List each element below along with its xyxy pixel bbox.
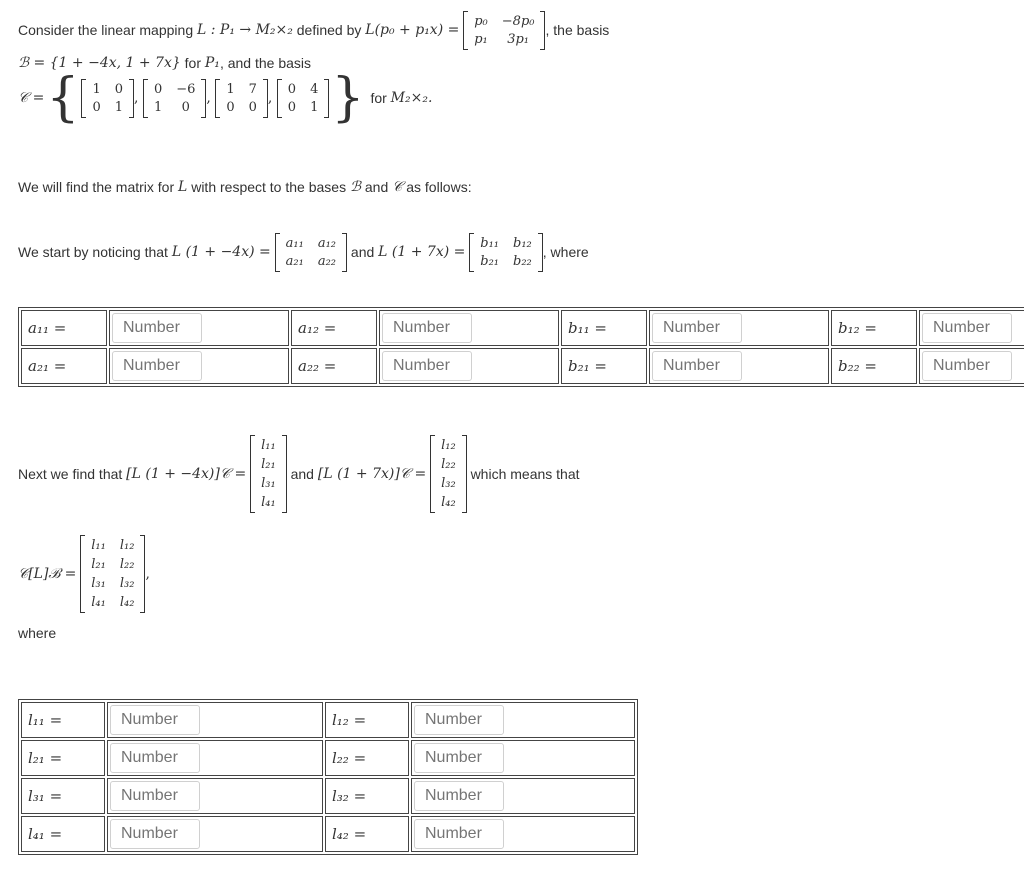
next-lhs2: [L (1 + 7x)]𝒞 =	[317, 466, 427, 482]
defined-by-text: defined by	[296, 22, 362, 38]
matrix-cell: 0	[287, 81, 297, 97]
label-l42: l₄₂ =	[325, 816, 409, 852]
matrix-cell: a₂₁	[285, 253, 304, 269]
cell-l21	[107, 740, 323, 776]
and-text: and	[364, 179, 389, 195]
b-symbol: ℬ	[349, 179, 361, 195]
label-a11: a₁₁ =	[21, 310, 107, 346]
input-a22[interactable]	[382, 351, 472, 381]
next-sentence	[18, 424, 580, 524]
result-matrix	[80, 535, 145, 613]
matrix-cell: 0	[248, 99, 257, 115]
definition-matrix	[463, 11, 545, 50]
label-l22: l₂₂ =	[325, 740, 409, 776]
cell-b11	[649, 310, 829, 346]
label-l11: l₁₁ =	[21, 702, 105, 738]
cell-l11	[107, 702, 323, 738]
basis-c-matrix	[215, 79, 268, 118]
label-b21: b₂₁ =	[561, 348, 647, 384]
mapping-definition	[18, 8, 609, 52]
matrix-cell: 0	[92, 99, 101, 115]
find-suffix: as follows:	[406, 179, 472, 195]
and-text: and	[350, 244, 375, 260]
cell-l31	[107, 778, 323, 814]
matrix-cell: 1	[226, 81, 235, 97]
l-answer-table	[18, 699, 638, 855]
matrix-cell: 4	[310, 81, 319, 97]
which-means-text: which means that	[470, 466, 580, 482]
matrix-cell: b₁₂	[513, 235, 532, 251]
input-l21[interactable]	[110, 743, 200, 773]
find-prefix: We will find the matrix for	[18, 179, 175, 195]
matrix-cell: 0	[181, 99, 190, 115]
basis-c-matrix	[143, 79, 206, 118]
basis-b: ℬ = {1 + −4x, 1 + 7x}	[18, 55, 181, 71]
result-matrix-line	[18, 524, 150, 624]
matrix-cell: 1	[114, 99, 124, 115]
matrix-a	[275, 233, 347, 272]
cell-a12	[379, 310, 559, 346]
label-b22: b₂₂ =	[831, 348, 917, 384]
m22-space: M₂×₂.	[390, 90, 433, 106]
definition-lhs: L(p₀ + p₁x) =	[365, 22, 460, 38]
label-l31: l₃₁ =	[21, 778, 105, 814]
vector-cell: l₄₂	[441, 495, 456, 510]
input-l22[interactable]	[414, 743, 504, 773]
matrix-cell: −6	[176, 81, 196, 97]
c-symbol: 𝒞	[392, 179, 403, 195]
label-a21: a₂₁ =	[21, 348, 107, 384]
input-a21[interactable]	[112, 351, 202, 381]
label-a22: a₂₂ =	[291, 348, 377, 384]
def-matrix-cell: p₀	[474, 13, 488, 29]
cell-l41	[107, 816, 323, 852]
matrix-b	[469, 233, 543, 272]
input-l11[interactable]	[110, 705, 200, 735]
for-text: for	[370, 90, 387, 106]
cell-b21	[649, 348, 829, 384]
vector-cell: l₁₂	[441, 438, 456, 453]
where-text: , where	[542, 244, 589, 260]
label-l12: l₁₂ =	[325, 702, 409, 738]
input-l12[interactable]	[414, 705, 504, 735]
label-b11: b₁₁ =	[561, 310, 647, 346]
the-basis-text: , the basis	[545, 22, 610, 38]
matrix-cell: a₁₁	[285, 235, 304, 251]
matrix-cell: 0	[114, 81, 124, 97]
matrix-cell: l₄₁	[91, 595, 106, 610]
start-lhs1: L (1 + −4x) =	[171, 244, 271, 260]
matrix-cell: l₁₁	[91, 538, 106, 553]
and-text: and	[290, 466, 314, 482]
def-matrix-cell: p₁	[474, 31, 488, 47]
matrix-cell: 1	[153, 99, 163, 115]
basis-c-matrix	[277, 79, 330, 118]
matrix-cell: b₁₁	[480, 235, 500, 251]
input-l42[interactable]	[414, 819, 504, 849]
input-l31[interactable]	[110, 781, 200, 811]
label-b12: b₁₂ =	[831, 310, 917, 346]
matrix-cell: a₁₂	[317, 235, 337, 251]
input-b12[interactable]	[922, 313, 1012, 343]
matrix-cell: 7	[248, 81, 257, 97]
vector-cell: l₃₁	[261, 476, 276, 491]
basis-c-label: 𝒞 =	[18, 90, 45, 106]
matrix-cell: 0	[226, 99, 235, 115]
matrix-cell: b₂₂	[513, 253, 532, 269]
cell-a22	[379, 348, 559, 384]
matrix-cell: 1	[310, 99, 319, 115]
matrix-cell: l₃₁	[91, 576, 106, 591]
input-l41[interactable]	[110, 819, 200, 849]
matrix-cell: l₁₂	[119, 538, 135, 553]
intro-prefix: Consider the linear mapping	[18, 22, 194, 38]
comma: ,	[145, 566, 150, 582]
label-a12: a₁₂ =	[291, 310, 377, 346]
matrix-cell: l₃₂	[119, 576, 135, 591]
input-b11[interactable]	[652, 313, 742, 343]
start-sentence	[18, 229, 589, 275]
matrix-cell: l₄₂	[119, 595, 135, 610]
input-b21[interactable]	[652, 351, 742, 381]
vector-cell: l₄₁	[261, 495, 276, 510]
def-matrix-cell: 3p₁	[507, 31, 530, 47]
vector-cell: l₁₁	[261, 438, 276, 453]
cell-a21	[109, 348, 289, 384]
input-b22[interactable]	[922, 351, 1012, 381]
where-label: where	[18, 625, 57, 641]
cell-a11	[109, 310, 289, 346]
coord-vector-1	[250, 435, 287, 513]
cell-b12	[919, 310, 1024, 346]
matrix-cell: b₂₁	[480, 253, 500, 269]
matrix-cell: l₂₂	[119, 557, 135, 572]
l-symbol: L	[178, 179, 188, 195]
find-sentence	[18, 177, 472, 197]
ab-answer-table	[18, 307, 1024, 387]
label-l21: l₂₁ =	[21, 740, 105, 776]
vector-cell: l₃₂	[441, 476, 456, 491]
matrix-cell: 0	[287, 99, 297, 115]
result-lhs: 𝒞[L]ℬ =	[18, 566, 77, 582]
input-l32[interactable]	[414, 781, 504, 811]
cell-l12	[411, 702, 635, 738]
for-text: for	[184, 55, 201, 71]
matrix-cell: 0	[153, 81, 163, 97]
input-a11[interactable]	[112, 313, 202, 343]
next-prefix: Next we find that	[18, 466, 123, 482]
matrix-cell: l₂₁	[91, 557, 106, 572]
vector-cell: l₂₂	[441, 457, 456, 472]
cell-l22	[411, 740, 635, 776]
coord-vector-2	[430, 435, 467, 513]
mapping-formula: L : P₁ → M₂×₂	[197, 22, 293, 38]
matrix-cell: 1	[92, 81, 101, 97]
start-lhs2: L (1 + 7x) =	[378, 244, 466, 260]
input-a12[interactable]	[382, 313, 472, 343]
cell-l32	[411, 778, 635, 814]
basis-c-line: 𝒞 = { 1 0 0 1 , 0 −6 1 0 , 1 7 0 0 , 0 4 0 1 } for M₂×₂.	[18, 68, 433, 128]
label-l32: l₃₂ =	[325, 778, 409, 814]
p1-space: P₁	[204, 55, 220, 71]
cell-b22	[919, 348, 1024, 384]
def-matrix-cell: −8p₀	[501, 13, 535, 29]
and-the-basis-text: , and the basis	[219, 55, 311, 71]
matrix-cell: a₂₂	[317, 253, 337, 269]
next-lhs1: [L (1 + −4x)]𝒞 =	[126, 466, 247, 482]
cell-l42	[411, 816, 635, 852]
find-middle: with respect to the bases	[191, 179, 347, 195]
vector-cell: l₂₁	[261, 457, 276, 472]
label-l41: l₄₁ =	[21, 816, 105, 852]
basis-c-matrix	[81, 79, 134, 118]
start-prefix: We start by noticing that	[18, 244, 168, 260]
